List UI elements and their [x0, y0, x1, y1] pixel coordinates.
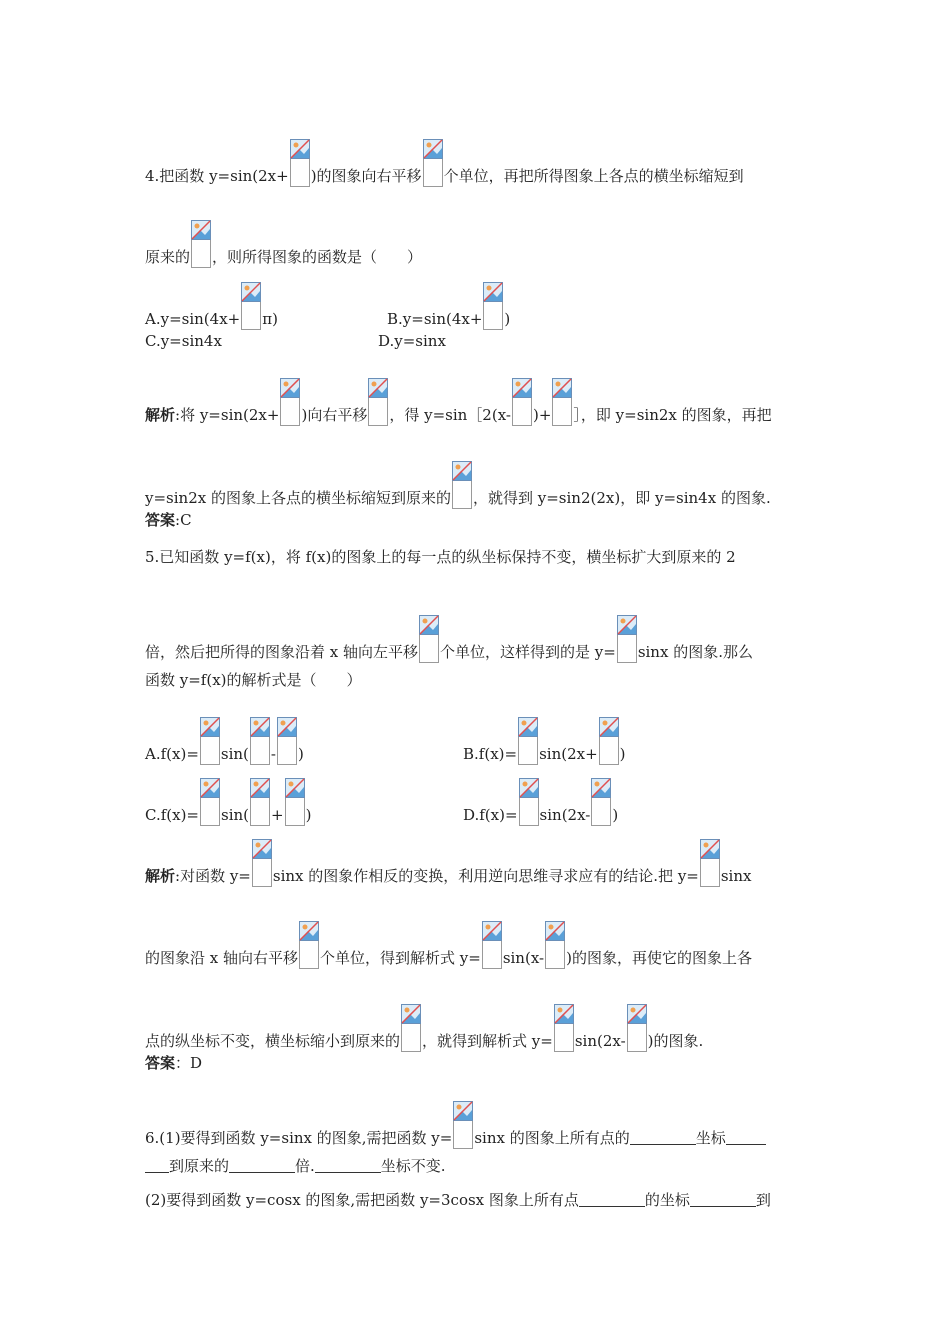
formula-image-icon — [401, 1004, 421, 1052]
text: 4.把函数 y=sin(2x+ — [145, 167, 289, 185]
text: sin(2x- — [539, 806, 591, 824]
text: ］，即 y=sin2x 的图象，再把 — [573, 406, 772, 424]
text: 个单位，得到解析式 y= — [320, 949, 481, 967]
formula-image-icon — [241, 282, 261, 330]
formula-image-icon — [482, 921, 502, 969]
formula-image-icon — [250, 778, 270, 826]
formula-image-icon — [252, 839, 272, 887]
formula-image-icon — [368, 378, 388, 426]
formula-image-icon — [419, 615, 439, 663]
text: )的图象，再使它的图象上各 — [566, 949, 752, 967]
q5-analysis3 — [145, 1004, 703, 1052]
text: 个单位，这样得到的是 y= — [440, 643, 616, 661]
formula-image-icon — [452, 461, 472, 509]
text: 的图象沿 x 轴向右平移 — [145, 949, 298, 967]
text: π) — [262, 310, 278, 328]
q5-option-d — [463, 778, 618, 826]
text: sin(x- — [502, 949, 545, 967]
text: )向右平移 — [301, 406, 368, 424]
q4-option-d: D.y=sinx — [378, 332, 446, 350]
q5-line3: 函数 y=f(x)的解析式是（ ） — [145, 671, 362, 689]
formula-image-icon — [285, 778, 305, 826]
text: A.f(x)= — [145, 745, 199, 763]
text: ) — [612, 806, 619, 824]
formula-image-icon — [191, 220, 211, 268]
text: 原来的 — [145, 248, 191, 266]
fill-blank[interactable] — [315, 1156, 381, 1173]
q5-answer — [145, 1052, 202, 1074]
q5-option-a — [145, 717, 304, 765]
fill-blank[interactable] — [145, 1156, 169, 1173]
analysis-label: 解析 — [145, 406, 176, 424]
text: sinx 的图象上所有点的 — [474, 1129, 630, 1147]
text: ，得 y=sin［2(x- — [389, 406, 511, 424]
text: 坐标 — [695, 1129, 726, 1147]
q4-analysis2 — [145, 461, 771, 509]
fill-blank[interactable] — [726, 1128, 766, 1145]
formula-image-icon — [280, 378, 300, 426]
fill-blank[interactable] — [579, 1190, 645, 1207]
text: + — [271, 806, 284, 824]
q6-line2 — [145, 1155, 446, 1177]
text: 6.(1)要得到函数 y=sinx 的图象,需把函数 y= — [145, 1129, 453, 1147]
answer-label: 答案 — [145, 511, 176, 529]
text: sinx 的图象作相反的变换，利用逆向思维寻求应有的结论.把 y= — [272, 867, 699, 885]
analysis-label: 解析 — [145, 867, 176, 885]
q4-option-c: C.y=sin4x — [145, 332, 222, 350]
q4-answer — [145, 509, 192, 531]
q4-analysis1 — [145, 378, 772, 426]
text: sin(2x- — [574, 1032, 626, 1050]
text: )+ — [532, 406, 552, 424]
fill-blank[interactable] — [690, 1190, 756, 1207]
formula-image-icon — [552, 378, 572, 426]
formula-image-icon — [453, 1101, 473, 1149]
text: A.y=sin(4x+ — [145, 310, 241, 328]
q5-analysis2 — [145, 921, 752, 969]
text: 倍. — [295, 1157, 315, 1175]
formula-image-icon — [700, 839, 720, 887]
text: y=sin2x 的图象上各点的横坐标缩短到原来的 — [145, 489, 451, 507]
answer-label: 答案 — [145, 1054, 176, 1072]
formula-image-icon — [483, 282, 503, 330]
formula-image-icon — [518, 717, 538, 765]
fill-blank[interactable] — [229, 1156, 295, 1173]
text: ，则所得图象的函数是（ ） — [212, 248, 423, 266]
formula-image-icon — [290, 139, 310, 187]
text: sin(2x+ — [539, 745, 598, 763]
fill-blank[interactable] — [630, 1128, 696, 1145]
text: :对函数 y= — [175, 867, 251, 885]
text: ) — [619, 745, 626, 763]
text: 个单位，再把所得图象上各点的横坐标缩短到 — [443, 167, 744, 185]
q4-line2 — [145, 220, 422, 268]
formula-image-icon — [277, 717, 297, 765]
text: B.y=sin(4x+ — [387, 310, 483, 328]
q5-option-b — [463, 717, 626, 765]
text: D.f(x)= — [463, 806, 518, 824]
text: C.f(x)= — [145, 806, 199, 824]
q5-line1: 5.已知函数 y=f(x)，将 f(x)的图象上的每一点的纵坐标保持不变，横坐标扩大到原来的 2 — [145, 548, 736, 566]
q6-line3 — [145, 1189, 771, 1211]
text: 的坐标 — [644, 1191, 690, 1209]
q5-line2 — [145, 615, 753, 663]
text: sin( — [221, 806, 250, 824]
q5-option-c — [145, 778, 311, 826]
text: 点的纵坐标不变，横坐标缩小到原来的 — [145, 1032, 401, 1050]
text: (2)要得到函数 y=cosx 的图象,需把函数 y=3cosx 图象上所有点 — [145, 1191, 579, 1209]
text: sinx 的图象.那么 — [637, 643, 753, 661]
formula-image-icon — [200, 717, 220, 765]
formula-image-icon — [554, 1004, 574, 1052]
formula-image-icon — [599, 717, 619, 765]
formula-image-icon — [200, 778, 220, 826]
text: - — [270, 745, 276, 763]
text: sinx — [720, 867, 752, 885]
formula-image-icon — [512, 378, 532, 426]
text: 到 — [755, 1191, 771, 1209]
formula-image-icon — [545, 921, 565, 969]
formula-image-icon — [299, 921, 319, 969]
q5-analysis1 — [145, 839, 751, 887]
formula-image-icon — [423, 139, 443, 187]
text: ) — [297, 745, 304, 763]
text: ，就得到解析式 y= — [422, 1032, 553, 1050]
q4-option-a — [145, 282, 278, 330]
q4-option-b — [387, 282, 510, 330]
text: )的图象. — [647, 1032, 704, 1050]
text: ) — [504, 310, 511, 328]
answer-value: ：D — [175, 1054, 203, 1072]
text: )的图象向右平移 — [310, 167, 422, 185]
text: ，就得到 y=sin2(2x)，即 y=sin4x 的图象. — [472, 489, 771, 507]
q6-line1 — [145, 1101, 766, 1149]
text: 倍，然后把所得的图象沿着 x 轴向左平移 — [145, 643, 418, 661]
text: B.f(x)= — [463, 745, 518, 763]
text: :将 y=sin(2x+ — [175, 406, 280, 424]
formula-image-icon — [250, 717, 270, 765]
text: sin( — [220, 745, 249, 763]
text: 坐标不变. — [380, 1157, 446, 1175]
formula-image-icon — [617, 615, 637, 663]
answer-value: :C — [175, 511, 192, 529]
text: ) — [305, 806, 312, 824]
formula-image-icon — [519, 778, 539, 826]
text: 到原来的 — [169, 1157, 230, 1175]
formula-image-icon — [591, 778, 611, 826]
q4-line1 — [145, 139, 744, 187]
formula-image-icon — [627, 1004, 647, 1052]
